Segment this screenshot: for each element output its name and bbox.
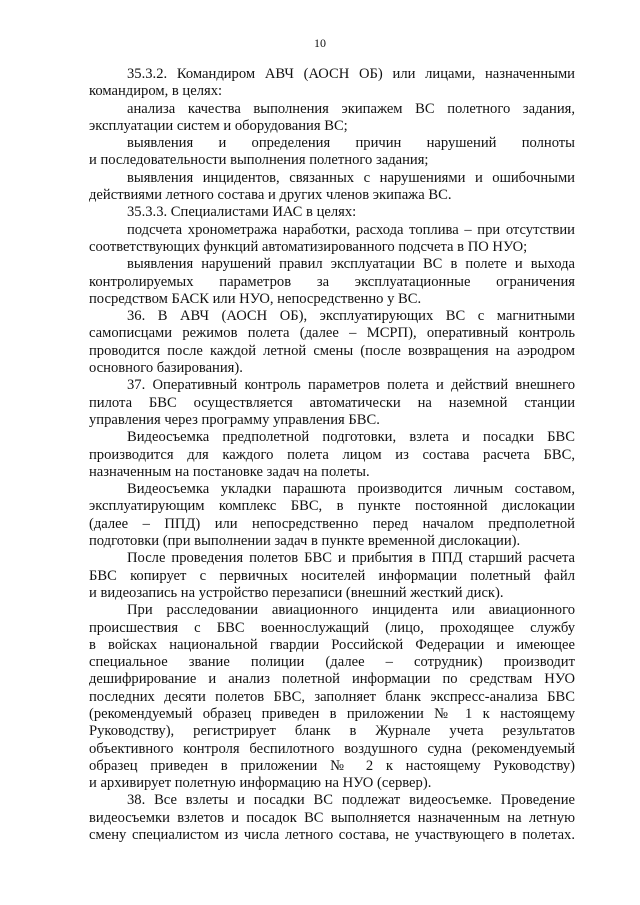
paragraph-line: (рекомендуемый образец приведен в приложении № 1 к настоящему <box>89 705 575 722</box>
paragraph-line: происшествия с БВС военнослужащий (лицо, проходящее службу <box>89 619 575 636</box>
paragraph-line: БВС копирует с первичных носителей информации полетный файл <box>89 567 575 584</box>
paragraph-line: Видеосъемка предполетной подготовки, взлета и посадки БВС <box>127 429 575 446</box>
paragraph-line: подсчета хронометража наработки, расхода топлива – при отсутствии <box>127 221 575 238</box>
paragraph-line: и последовательности выполнения полетного задания; <box>89 152 429 169</box>
paragraph-line: и архивирует полетную информацию на НУО (сервер). <box>89 775 432 792</box>
paragraph-line: Руководству), регистрирует бланк в Журнале учета результатов <box>89 723 575 740</box>
paragraph-line: в войсках национальной гвардии Российской Федерации и имеющее <box>89 636 575 653</box>
paragraph-line: (далее – ППД) или непосредственно перед началом предполетной <box>89 515 575 532</box>
paragraph-line: 35.3.2. Командиром АВЧ (АОСН ОБ) или лицами, назначенными <box>127 66 575 82</box>
paragraph-line: эксплуатации систем и оборудования ВС; <box>89 117 348 134</box>
paragraph-line: посредством БАСК или НУО, непосредственно у ВС. <box>89 290 422 307</box>
paragraph-line: дешифрирование и анализ полетной информации по средствам НУО <box>89 671 575 688</box>
paragraph-line: Видеосъемка укладки парашюта производится личным составом, <box>127 481 575 498</box>
paragraph-line: пилота БВС осуществляется автоматически на наземной станции <box>89 394 575 411</box>
paragraph-line: выявления и определения причин нарушений полноты <box>127 135 575 152</box>
paragraph-line: эксплуатирующим комплекс БВС, в пункте постоянной дислокации <box>89 498 575 515</box>
paragraph-line: и видеозапись на устройство перезаписи (внешний жесткий диск). <box>89 584 504 601</box>
paragraph-line: образец приведен в приложении № 2 к настоящему Руководству) <box>89 757 575 774</box>
paragraph-line: После проведения полетов БВС и прибытия в ППД старший расчета <box>127 550 575 567</box>
paragraph-line: смену специалистом из числа летного состава, не участвующего в полетах. <box>89 827 575 844</box>
paragraph-line: объективного контроля беспилотного воздушного судна (рекомендуемый <box>89 740 575 757</box>
document-body <box>89 66 575 844</box>
paragraph-line: самописцами режимов полета (далее – МСРП), оперативный контроль <box>89 325 575 342</box>
paragraph-line: управления через программу управления БВС. <box>89 411 380 428</box>
paragraph-line: соответствующих функций автоматизированного подсчета в ПО НУО; <box>89 238 528 255</box>
paragraph-line: 37. Оперативный контроль параметров полета и действий внешнего <box>127 377 575 394</box>
paragraph-line: производится для каждого полета лицом из состава расчета БВС, <box>89 446 575 463</box>
paragraph-line: 38. Все взлеты и посадки ВС подлежат видеосъемке. Проведение <box>127 792 575 809</box>
paragraph-line: командиром, в целях: <box>89 83 223 100</box>
paragraph-line: основного базирования). <box>89 360 243 377</box>
paragraph-line: проводится после каждой летной смены (после возвращения на аэродром <box>89 342 575 359</box>
paragraph-line: выявления инцидентов, связанных с нарушениями и ошибочными <box>127 169 575 186</box>
page-number: 10 <box>314 36 326 50</box>
paragraph-line: подготовки (при выполнении задач в пункте временной дислокации). <box>89 533 521 550</box>
paragraph-line: специальное звание полиции (далее – сотрудник) производит <box>89 654 575 671</box>
paragraph-line: При расследовании авиационного инцидента или авиационного <box>127 602 575 619</box>
paragraph-line: последних десяти полетов БВС, заполняет бланк экспресс-анализа БВС <box>89 688 575 705</box>
paragraph-line: 35.3.3. Специалистами ИАС в целях: <box>127 204 357 221</box>
paragraph-line: действиями летного состава и других членов экипажа ВС. <box>89 187 452 204</box>
paragraph-line: контролируемых параметров за эксплуатационные ограничения <box>89 273 575 290</box>
paragraph-line: анализа качества выполнения экипажем ВС полетного задания, <box>127 100 575 117</box>
paragraph-line: выявления нарушений правил эксплуатации ВС в полете и выхода <box>127 256 575 273</box>
paragraph-line: видеосъемки взлетов и посадок ВС выполняется назначенным на летную <box>89 809 575 826</box>
paragraph-line: назначенным на постановке задач на полеты. <box>89 463 370 480</box>
paragraph-line: 36. В АВЧ (АОСН ОБ), эксплуатирующих ВС с магнитными <box>127 308 575 325</box>
